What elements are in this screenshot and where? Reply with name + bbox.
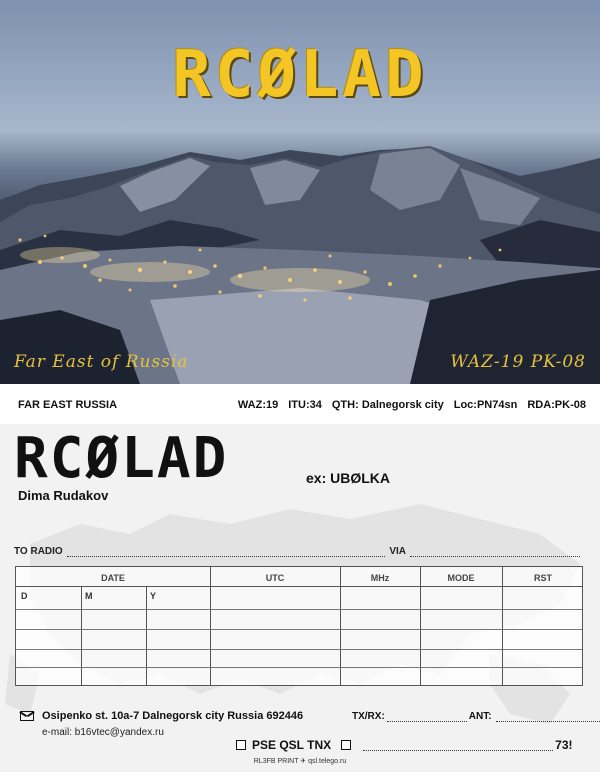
pse-checkbox[interactable] [236,740,246,750]
divider [146,587,147,685]
caption-region: Far East of Russia [14,352,189,372]
station-stats [238,399,586,411]
table-row[interactable] [16,649,582,650]
printer-credit: RL3FB PRINT ✈ qsl.telego.ru [253,758,347,765]
envelope-icon [20,711,34,721]
txrx-label: TX/RX: [352,711,385,722]
region-label: FAR EAST RUSSIA [18,399,118,411]
col-utc: UTC [265,573,285,583]
closing-73: 73! [555,738,573,752]
col-mode: MODE [447,573,475,583]
qso-table-header [16,567,582,587]
qso-table [15,566,583,686]
message-field[interactable] [363,740,553,751]
pse-qsl-tnx-label: PSE QSL TNX [252,738,332,752]
qsl-card-body [0,424,600,772]
to-radio-field[interactable] [67,548,386,557]
photo-callsign: RCØLAD [172,38,428,112]
table-row[interactable] [16,667,582,668]
via-field[interactable] [410,548,580,557]
rda: RDA:PK-08 [527,399,586,411]
waz-zone: WAZ:19 [237,399,279,411]
operator-name: Dima Rudakov [18,488,109,503]
date-day-label: D [21,591,28,601]
tnx-checkbox[interactable] [341,740,351,750]
ex-callsign: ex: UBØLKA [306,470,391,486]
date-month-label: M [85,591,93,601]
table-row[interactable] [16,629,582,630]
date-year-label: Y [150,591,157,601]
txrx-field[interactable] [387,714,467,722]
pse-tnx-row [236,738,572,752]
caption-zones: WAZ-19 PK-08 [450,352,586,372]
locator: Loc:PN74sn [453,399,518,411]
divider [81,587,82,685]
address-row [20,710,303,722]
via-label: VIA [389,546,406,557]
qth: QTH: Dalnegorsk city [331,399,444,411]
ant-field[interactable] [496,714,600,722]
col-mhz: MHz [370,573,390,583]
ant-label: ANT: [468,711,492,722]
to-radio-line [14,546,584,557]
info-strip [0,384,600,424]
main-callsign: RCØLAD [14,426,229,491]
to-radio-label: TO RADIO [14,546,63,557]
postal-address: Osipenko st. 10a-7 Dalnegorsk city Russia 692446 [42,710,304,722]
col-rst: RST [534,573,552,583]
itu-zone: ITU:34 [288,399,322,411]
table-row[interactable] [16,609,582,610]
header-photo [0,0,600,384]
col-date: DATE [101,573,125,583]
txrx-ant-line [352,711,600,722]
email: e-mail: b16vtec@yandex.ru [42,727,164,738]
